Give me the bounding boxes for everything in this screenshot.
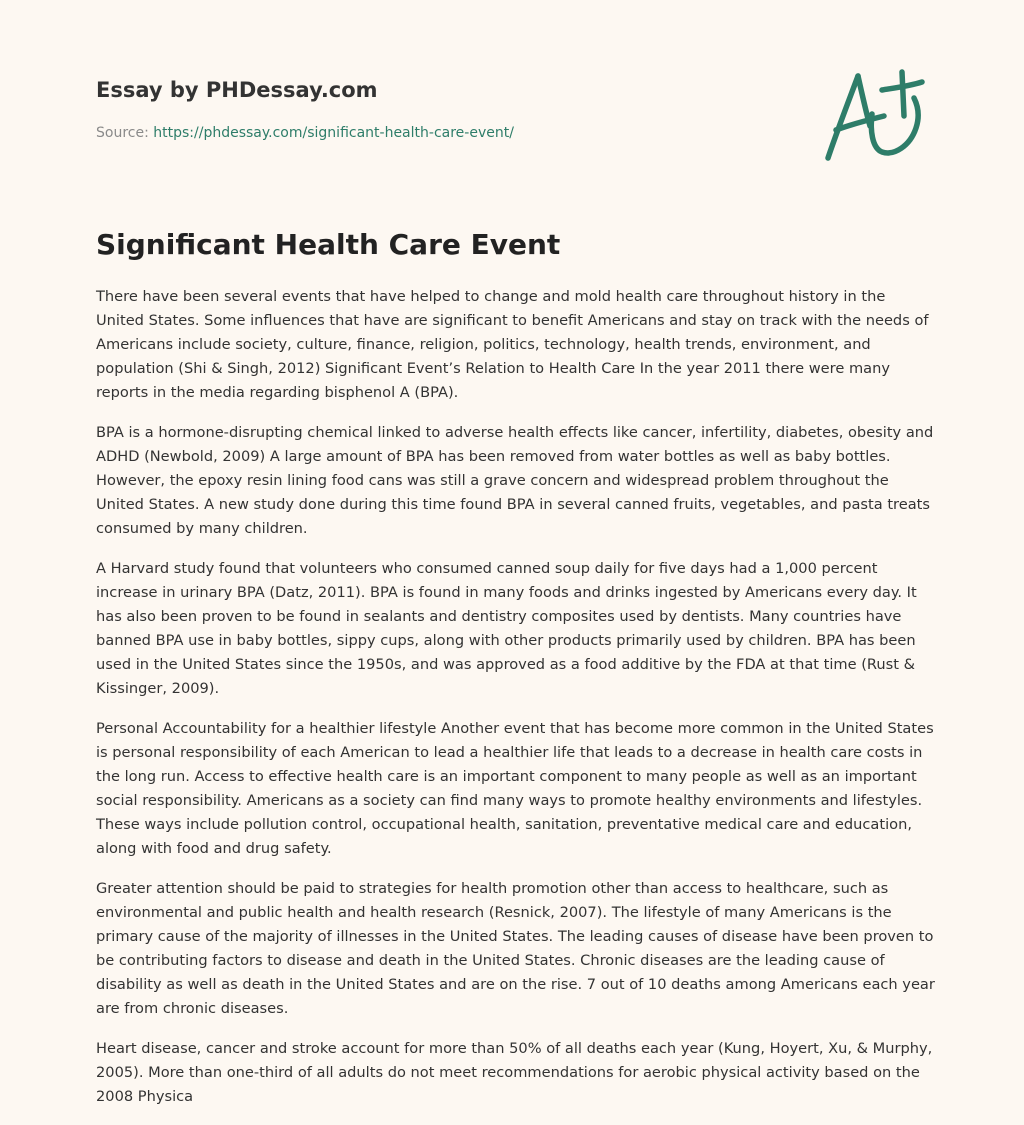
article-body <box>96 285 936 1125</box>
article-paragraph: Greater attention should be paid to strategies for health promotion other than access to healthcare, such as environmental and public health and health research (Resnick, 2007). The lifestyle of many Americans is the primary cause of the majority of illnesses in the United States. The leading causes of disease have been proven to be contributing factors to disease and death in the United States. Chronic diseases are the leading cause of disability as well as death in the United States and are on the rise. 7 out of 10 deaths among Americans each year are from chronic diseases. <box>96 880 935 1017</box>
article-paragraph: BPA is a hormone-disrupting chemical linked to adverse health effects like cancer, infertility, diabetes, obesity and ADHD (Newbold, 2009) A large amount of BPA has been removed from water bottles as well as baby bottles. However, the epoxy resin lining food cans was still a grave concern and widespread problem throughout the United States. A new study done during this time found BPA in several canned fruits, vegetables, and pasta treats consumed by many children. <box>96 424 934 537</box>
article-paragraph: Personal Accountability for a healthier lifestyle Another event that has become more common in the United States is personal responsibility of each American to lead a healthier life that leads to a decrease in health care costs in the long run. Access to effective health care is an important component to many people as well as an important social responsibility. Americans as a society can find many ways to promote healthy environments and lifestyles. These ways include pollution control, occupational health, sanitation, preventative medical care and education, along with food and drug safety. <box>96 720 934 857</box>
article-paragraph: There have been several events that have helped to change and mold health care throughout history in the United States. Some influences that have are significant to benefit Americans and stay on track with the needs of Americans include society, culture, finance, religion, politics, technology, health trends, environment, and population (Shi & Singh, 2012) Significant Event’s Relation to Health Care In the year 2011 there were many reports in the media regarding bisphenol A (BPA). <box>96 288 929 401</box>
a-plus-logo-icon <box>818 64 930 168</box>
article-title: Significant Health Care Event <box>96 228 561 261</box>
article-paragraph: Heart disease, cancer and stroke account for more than 50% of all deaths each year (Kung, Hoyert, Xu, & Murphy, 2005). More than one-third of all adults do not meet recommendations for aerobic physical activity based on the 2008 Physica <box>96 1040 933 1105</box>
brand-title: Essay by PHDessay.com <box>96 78 378 102</box>
article-paragraph: A Harvard study found that volunteers who consumed canned soup daily for five days had a 1,000 percent increase in urinary BPA (Datz, 2011). BPA is found in many foods and drinks ingested by Americans every day. It has also been proven to be found in sealants and dentistry composites used by dentists. Many countries have banned BPA use in baby bottles, sippy cups, along with other products primarily used by children. BPA has been used in the United States since the 1950s, and was approved as a food additive by the FDA at that time (Rust & Kissinger, 2009). <box>96 560 917 697</box>
source-label: Source: <box>96 125 149 141</box>
source-link[interactable]: https://phdessay.com/significant-health-care-event/ <box>153 125 514 141</box>
document-header <box>96 74 796 143</box>
source-line <box>96 123 796 143</box>
